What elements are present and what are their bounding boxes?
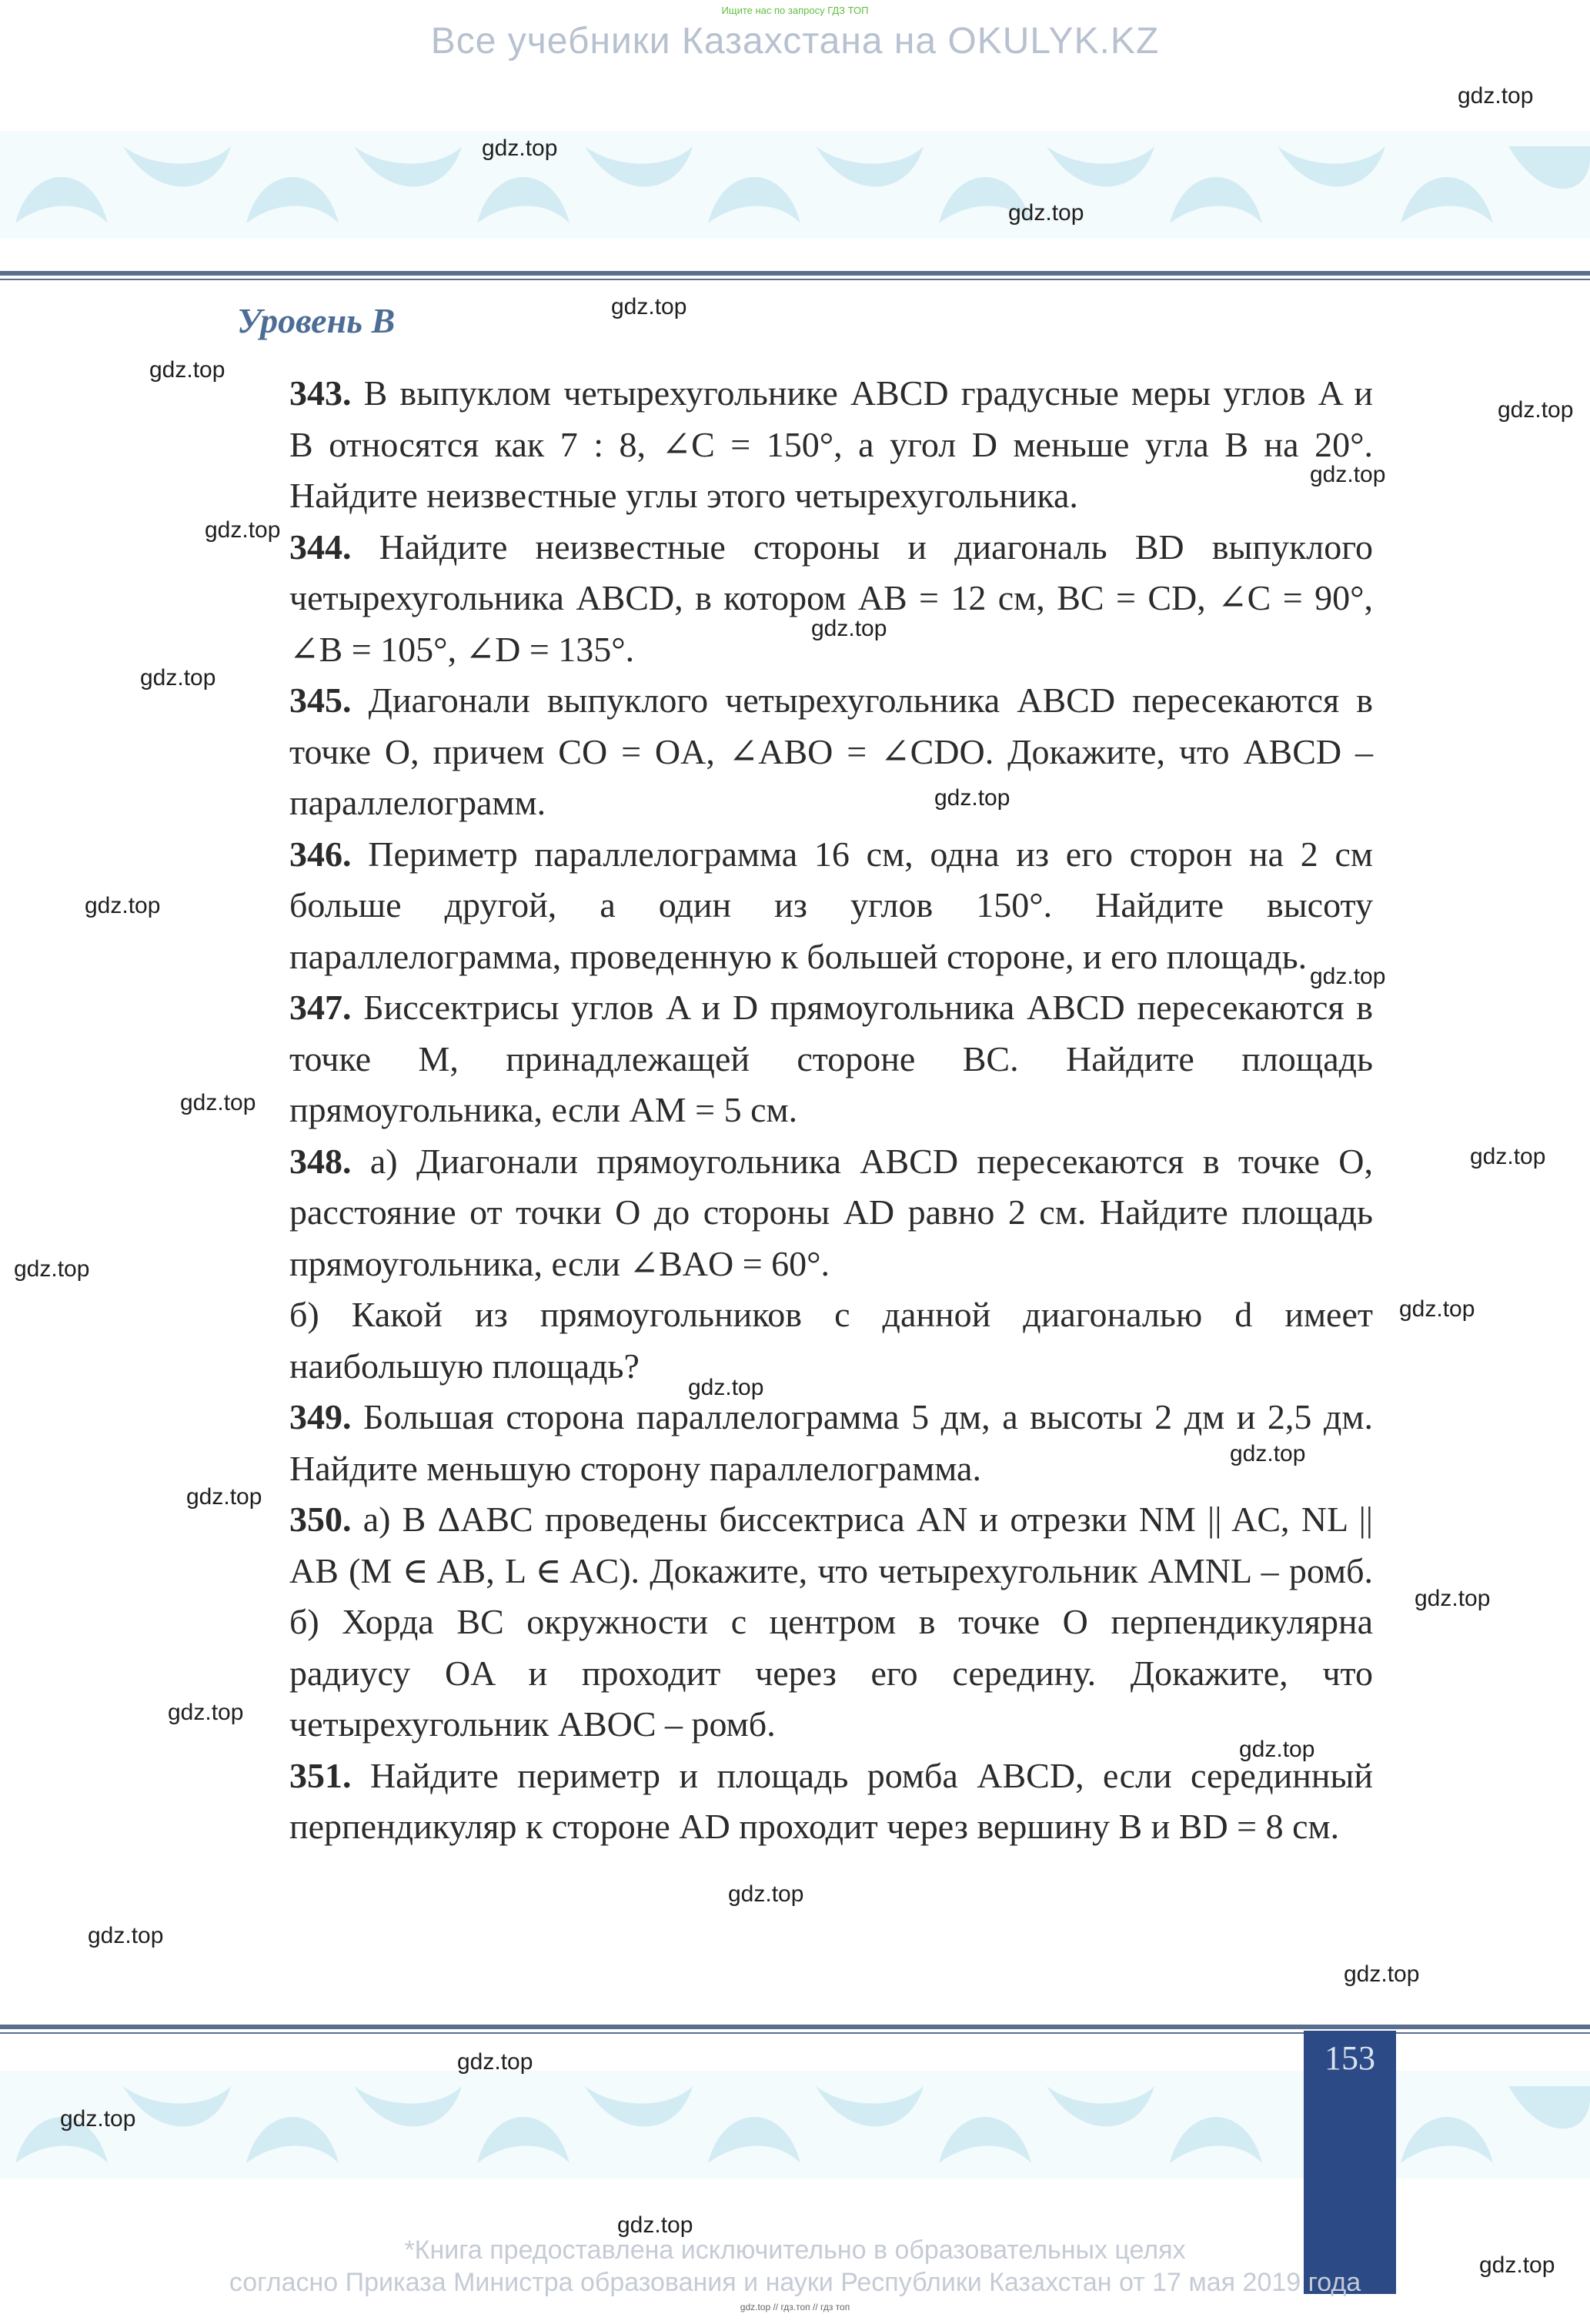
problem-text: а) Диагонали прямоугольника ABCD пересекаются в точке O, расстояние от точки O до стороны AD равно 2 см. Найдите площадь прямоугольника, если ∠BAO = 60°.	[289, 1141, 1374, 1283]
watermark: gdz.top	[186, 1484, 262, 1510]
watermark: gdz.top	[1498, 397, 1574, 423]
footer-disclaimer-line1: *Книга предоставлена исключительно в образовательных целях	[404, 2235, 1186, 2265]
problem-number: 349.	[289, 1397, 352, 1436]
top-note: Ищите нас по запросу ГДЗ ТОП	[721, 5, 869, 16]
watermark: gdz.top	[1230, 1441, 1306, 1466]
top-rule	[0, 271, 1590, 276]
problem-348-b	[289, 1289, 1373, 1392]
problem-348	[289, 1136, 1373, 1290]
problem-344	[289, 522, 1373, 676]
watermark: gdz.top	[149, 357, 225, 383]
problem-351	[289, 1751, 1373, 1853]
problem-text: Найдите периметр и площадь ромба ABCD, если серединный перпендикуляр к стороне AD проходит через вершину B и BD = 8 см.	[289, 1755, 1373, 1846]
watermark: gdz.top	[617, 2212, 693, 2238]
watermark: gdz.top	[934, 785, 1010, 811]
problem-350	[289, 1494, 1373, 1751]
watermark: gdz.top	[1399, 1296, 1475, 1322]
bottom-note: gdz.top // гдз.топ // гдз топ	[740, 2302, 850, 2312]
watermark: gdz.top	[180, 1090, 256, 1115]
problem-text: а) В ΔABC проведены биссектриса AN и отрезки NM || AC, NL || AB (M ∈ AB, L ∈ AC). Докажите, что четырехугольник AMNL – ромб. б) Хорда BC окружности с центром в точке O перпендикулярна радиусу OA и проходит через его середину. Докажите, что четырехугольник ABOC – ромб.	[289, 1500, 1374, 1744]
top-rule-thin	[0, 279, 1590, 280]
level-heading: Уровень B	[237, 301, 396, 340]
watermark: gdz.top	[728, 1881, 804, 1907]
watermark: gdz.top	[457, 2049, 533, 2075]
watermark: gdz.top	[1239, 1737, 1315, 1762]
watermark: gdz.top	[14, 1256, 90, 1282]
site-banner[interactable]: Все учебники Казахстана на OKULYK.KZ	[430, 21, 1160, 62]
watermark: gdz.top	[60, 2106, 136, 2132]
problem-text: Периметр параллелограмма 16 см, одна из его сторон на 2 см больше другой, а один из углов 150°. Найдите высоту параллелограмма, проведенную к большей стороне, и его площадь.	[289, 834, 1373, 976]
bottom-rule	[0, 2025, 1590, 2029]
watermark: gdz.top	[88, 1923, 164, 1948]
problem-text: б) Какой из прямоугольников с данной диагональю d имеет наибольшую площадь?	[289, 1295, 1373, 1386]
problem-number: 345.	[289, 680, 352, 720]
watermark: gdz.top	[1310, 462, 1386, 487]
problem-list	[289, 368, 1373, 1853]
problem-text: Диагонали выпуклого четырехугольника ABCD пересекаются в точке O, причем CO = OA, ∠ABO = ∠CDO. Докажите, что ABCD – параллелограмм.	[289, 680, 1374, 822]
watermark: gdz.top	[688, 1375, 764, 1400]
problem-346	[289, 829, 1373, 983]
problem-number: 344.	[289, 527, 352, 567]
problem-349	[289, 1392, 1373, 1494]
problem-text: Большая сторона параллелограмма 5 дм, а высоты 2 дм и 2,5 дм. Найдите меньшую сторону параллелограмма.	[289, 1397, 1373, 1488]
problem-number: 351.	[289, 1755, 352, 1795]
problem-number: 348.	[289, 1141, 352, 1181]
problem-text: Найдите неизвестные стороны и диагональ BD выпуклого четырехугольника ABCD, в котором AB = 12 см, BC = CD, ∠C = 90°, ∠B = 105°, ∠D = 135°.	[289, 527, 1373, 669]
problem-347	[289, 982, 1373, 1136]
problem-345	[289, 675, 1373, 829]
watermark: gdz.top	[140, 665, 216, 691]
watermark: gdz.top	[1310, 964, 1386, 989]
watermark: gdz.top	[168, 1700, 244, 1725]
top-ornament	[0, 131, 1590, 239]
watermark: gdz.top	[85, 893, 161, 918]
watermark: gdz.top	[1458, 83, 1534, 109]
watermark: gdz.top	[205, 517, 281, 543]
problem-number: 343.	[289, 373, 352, 413]
watermark: gdz.top	[611, 294, 687, 319]
watermark: gdz.top	[1344, 1961, 1420, 1987]
problem-number: 347.	[289, 988, 352, 1027]
problem-343	[289, 368, 1373, 522]
problem-number: 346.	[289, 834, 352, 874]
watermark: gdz.top	[1415, 1586, 1491, 1611]
problem-text: В выпуклом четырехугольнике ABCD градусные меры углов A и B относятся как 7 : 8, ∠C = 150°, а угол D меньше угла B на 20°. Найдите неизвестные углы этого четырехугольника.	[289, 373, 1374, 515]
problem-text: Биссектрисы углов A и D прямоугольника ABCD пересекаются в точке M, принадлежащей стороне BC. Найдите площадь прямоугольника, если AM = 5 см.	[289, 988, 1374, 1129]
watermark: gdz.top	[482, 135, 558, 161]
watermark: gdz.top	[1479, 2252, 1555, 2278]
footer-disclaimer-line2: согласно Приказа Министра образования и науки Республики Казахстан от 17 мая 2019 года	[229, 2268, 1361, 2297]
watermark: gdz.top	[811, 616, 887, 641]
watermark: gdz.top	[1470, 1144, 1546, 1169]
page-number: 153	[1324, 2039, 1375, 2077]
watermark: gdz.top	[1008, 200, 1084, 226]
problem-number: 350.	[289, 1500, 352, 1539]
